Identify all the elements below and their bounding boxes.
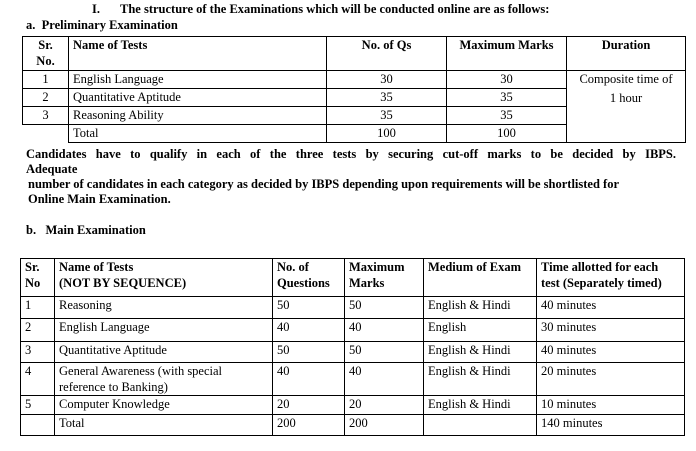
main-cell-qs: 50	[273, 297, 345, 319]
main-cell-medium: English & Hindi	[424, 363, 537, 396]
main-cell-sr: 1	[21, 297, 55, 319]
prelim-cell-sr	[23, 125, 69, 143]
main-cell-time: 10 minutes	[537, 396, 685, 415]
prelim-header-marks: Maximum Marks	[447, 37, 567, 71]
prelim-cell-sr: 2	[23, 89, 69, 107]
main-cell-name: English Language	[55, 319, 273, 342]
prelim-cell-qs: 35	[327, 89, 447, 107]
prelim-cell-name: Quantitative Aptitude	[69, 89, 327, 107]
main-cell-name: General Awareness (with special reference to Banking)	[55, 363, 273, 396]
prelim-header-qs: No. of Qs	[327, 37, 447, 71]
main-cell-medium: English & Hindi	[424, 396, 537, 415]
prelim-total-qs: 100	[327, 125, 447, 143]
main-header-medium: Medium of Exam	[424, 259, 537, 297]
main-cell-sr: 4	[21, 363, 55, 396]
main-header-sr: Sr. No	[21, 259, 55, 297]
prelim-cell-name: Reasoning Ability	[69, 107, 327, 125]
main-cell-medium: English & Hindi	[424, 342, 537, 363]
main-cell-qs: 20	[273, 396, 345, 415]
main-header-name: Name of Tests (NOT BY SEQUENCE)	[55, 259, 273, 297]
main-total-time: 140 minutes	[537, 415, 685, 436]
main-cell-time: 30 minutes	[537, 319, 685, 342]
main-cell-sr: 3	[21, 342, 55, 363]
prelim-cell-qs: 30	[327, 71, 447, 89]
note-line-3: number of candidates in each category as decided by IBPS depending upon requirements will be shortlisted for	[28, 177, 620, 191]
main-header-qs: No. of Questions	[273, 259, 345, 297]
table-row	[21, 415, 685, 436]
main-header-time: Time allotted for each test (Separately timed)	[537, 259, 685, 297]
prelim-header-duration: Duration	[567, 37, 686, 71]
main-total-qs: 200	[273, 415, 345, 436]
prelim-header-sr: Sr. No.	[23, 37, 69, 71]
note-line-1: Candidates have to qualify in each of the three tests by securing cut-off marks to be decided by IBPS.	[26, 147, 676, 161]
main-cell-name: Quantitative Aptitude	[55, 342, 273, 363]
prelim-label: a. Preliminary Examination	[26, 18, 178, 32]
main-cell-marks: 50	[345, 297, 424, 319]
main-cell-name: Computer Knowledge	[55, 396, 273, 415]
section-number: I.	[92, 2, 100, 16]
main-cell-marks: 20	[345, 396, 424, 415]
table-row	[21, 363, 685, 396]
prelim-duration-cell	[567, 71, 686, 143]
duration-line-1: Composite time of	[579, 72, 673, 86]
prelim-header-name: Name of Tests	[69, 37, 327, 71]
main-cell-qs: 50	[273, 342, 345, 363]
main-cell-marks: 40	[345, 319, 424, 342]
main-cell-sr	[21, 415, 55, 436]
main-cell-qs: 40	[273, 319, 345, 342]
main-cell-medium: English	[424, 319, 537, 342]
main-cell-qs: 40	[273, 363, 345, 396]
main-header-marks: Maximum Marks	[345, 259, 424, 297]
main-cell-name: Reasoning	[55, 297, 273, 319]
prelim-cell-sr: 3	[23, 107, 69, 125]
note-line-2: Adequate	[26, 162, 78, 176]
main-cell-marks: 40	[345, 363, 424, 396]
main-label: b. Main Examination	[26, 223, 146, 237]
main-cell-time: 20 minutes	[537, 363, 685, 396]
main-cell-sr: 2	[21, 319, 55, 342]
main-cell-time: 40 minutes	[537, 342, 685, 363]
table-row	[21, 342, 685, 363]
prelim-cell-marks: 30	[447, 71, 567, 89]
table-row	[23, 71, 686, 89]
main-total-label: Total	[55, 415, 273, 436]
prelim-cell-qs: 35	[327, 107, 447, 125]
section-heading: The structure of the Examinations which will be conducted online are as follows:	[120, 2, 550, 16]
prelim-table	[22, 36, 686, 143]
prelim-total-label: Total	[69, 125, 327, 143]
main-cell-marks: 50	[345, 342, 424, 363]
prelim-total-marks: 100	[447, 125, 567, 143]
note-line-4: Online Main Examination.	[28, 192, 171, 206]
duration-line-2: 1 hour	[609, 91, 643, 105]
prelim-cell-name: English Language	[69, 71, 327, 89]
main-cell-sr: 5	[21, 396, 55, 415]
main-cell-medium	[424, 415, 537, 436]
table-row	[21, 396, 685, 415]
prelim-cell-sr: 1	[23, 71, 69, 89]
main-cell-time: 40 minutes	[537, 297, 685, 319]
prelim-cell-marks: 35	[447, 89, 567, 107]
main-table	[20, 258, 685, 436]
table-row	[21, 319, 685, 342]
prelim-cell-marks: 35	[447, 107, 567, 125]
main-total-marks: 200	[345, 415, 424, 436]
table-row	[21, 297, 685, 319]
main-cell-medium: English & Hindi	[424, 297, 537, 319]
